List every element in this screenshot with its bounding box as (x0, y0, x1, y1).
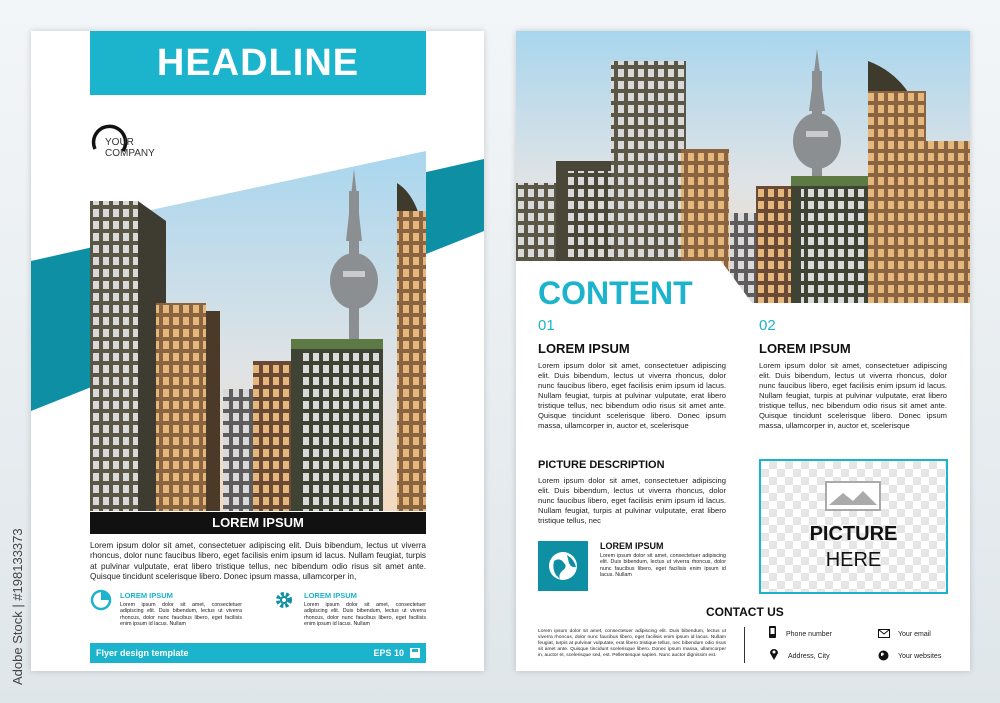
pie-chart-icon (90, 589, 112, 611)
section-title: LOREM IPSUM (538, 341, 630, 356)
globe-block-title: LOREM IPSUM (600, 541, 664, 551)
gear-icon (273, 589, 295, 611)
picture-description-title: PICTURE DESCRIPTION (538, 459, 665, 471)
picture-title: PICTURE (809, 523, 898, 545)
picture-subtitle: HERE (825, 549, 882, 571)
headline: HEADLINE (90, 31, 426, 95)
footer-right-text: EPS 10 (373, 648, 404, 658)
contact-email: Your email (898, 631, 931, 638)
feature-title: LOREM IPSUM (120, 591, 173, 600)
location-pin-icon (769, 647, 779, 660)
contact-divider (744, 627, 745, 663)
save-icon (410, 648, 420, 658)
section-text: Lorem ipsum dolor sit amet, consectetuer adipiscing elit. Duis bibendum, lectus ut viverra rhoncus, dolor nunc faucibus libero, eget facilisis enim ipsum id lacus. Nullam feugiat, turpis at pulvinar vulputate, erat libero tristique tellus, nec bibendum odio risus sit amet ante. Quisque tincidunt scelerisque libero. Donec ipsum massa, ullamcorper in, auctor et, scelerisque (538, 361, 726, 430)
feature-title: LOREM IPSUM (304, 591, 357, 600)
stock-id-label: Adobe Stock | #198133373 (10, 528, 25, 685)
contact-text: Lorem ipsum dolor sit amet, consectetuer adipiscing elit. Duis bibendum, lectus ut viverra rhoncus, dolor nunc faucibus libero, eget facilisis enim ipsum id lacus. Nullam feugiat, turpis at pulvinar vulputate, erat libero tristique tellus, nec bibendum odio risus sit amet ante. Quisque tincidunt scelerisque libero. Donec ipsum massa, ullamcorper in, auctor et, scelerisque sed, est. Pellentesque sapien. Nunc auctor dignissim est. (538, 629, 726, 658)
section-number: 02 (759, 317, 776, 334)
content-title: CONTENT (538, 275, 693, 311)
contact-website: Your websites (898, 653, 942, 660)
picture-placeholder (759, 459, 948, 594)
globe-block-text: Lorem ipsum dolor sit amet, consectetuer adipiscing elit. Duis bibendum, lectus ut viverra rhoncus, dolor nunc faucibus libero, eget facilisis enim ipsum id lacus. Nullam (600, 553, 726, 579)
contact-address: Address, City (788, 653, 830, 660)
intro-paragraph: Lorem ipsum dolor sit amet, consectetuer adipiscing elit. Duis bibendum, lectus ut viverra rhoncus, dolor nunc faucibus libero, eget facilisis enim ipsum id lacus. Nullam feugiat, turpis at pulvinar vulputate, erat libero tristique tellus, nec bibendum odio risus sit amet ante. Quisque tincidunt scelerisque libero. Donec ipsum massa, ullamcorper in, (90, 541, 426, 581)
flyer-inner-page (516, 31, 970, 671)
feature-text: Lorem ipsum dolor sit amet, consectetuer adipiscing elit. Duis bibendum, lectus ut viverra rhoncus, dolor nunc faucibus libero, eget facilisis enim ipsum id lacus. Nullam (304, 602, 426, 628)
mail-icon (878, 629, 890, 638)
picture-description-text: Lorem ipsum dolor sit amet, consectetuer adipiscing elit. Duis bibendum, lectus ut viverra rhoncus, dolor nunc faucibus libero, eget facilisis enim ipsum id lacus. Nullam feugiat, turpis at pulvinar vulputate, erat libero tristique tellus, nec (538, 476, 726, 525)
city-skyline-illustration (516, 31, 970, 303)
flyer-cover-page (31, 31, 484, 671)
globe-icon (538, 541, 588, 591)
phone-icon (768, 626, 778, 638)
globe-icon (878, 650, 889, 661)
footer-bar (90, 643, 426, 663)
company-logo-text: YOUR COMPANY (105, 137, 155, 159)
city-skyline-illustration (31, 111, 484, 511)
image-caption: LOREM IPSUM (90, 512, 426, 534)
contact-title: CONTACT US (706, 605, 784, 619)
section-title: LOREM IPSUM (759, 341, 851, 356)
section-text: Lorem ipsum dolor sit amet, consectetuer adipiscing elit. Duis bibendum, lectus ut viverra rhoncus, dolor nunc faucibus libero, eget facilisis enim ipsum id lacus. Nullam feugiat, turpis at pulvinar vulputate, erat libero tristique tellus, nec bibendum odio risus sit amet ante. Quisque tincidunt scelerisque libero. Donec ipsum massa, ullamcorper in, auctor et, scelerisque (759, 361, 947, 430)
image-icon (825, 481, 881, 511)
section-number: 01 (538, 317, 555, 334)
footer-left-text: Flyer design template (96, 648, 189, 658)
contact-phone: Phone number (786, 631, 832, 638)
feature-text: Lorem ipsum dolor sit amet, consectetuer adipiscing elit. Duis bibendum, lectus ut viverra rhoncus, dolor nunc faucibus libero, eget facilisis enim ipsum id lacus. Nullam (120, 602, 242, 628)
